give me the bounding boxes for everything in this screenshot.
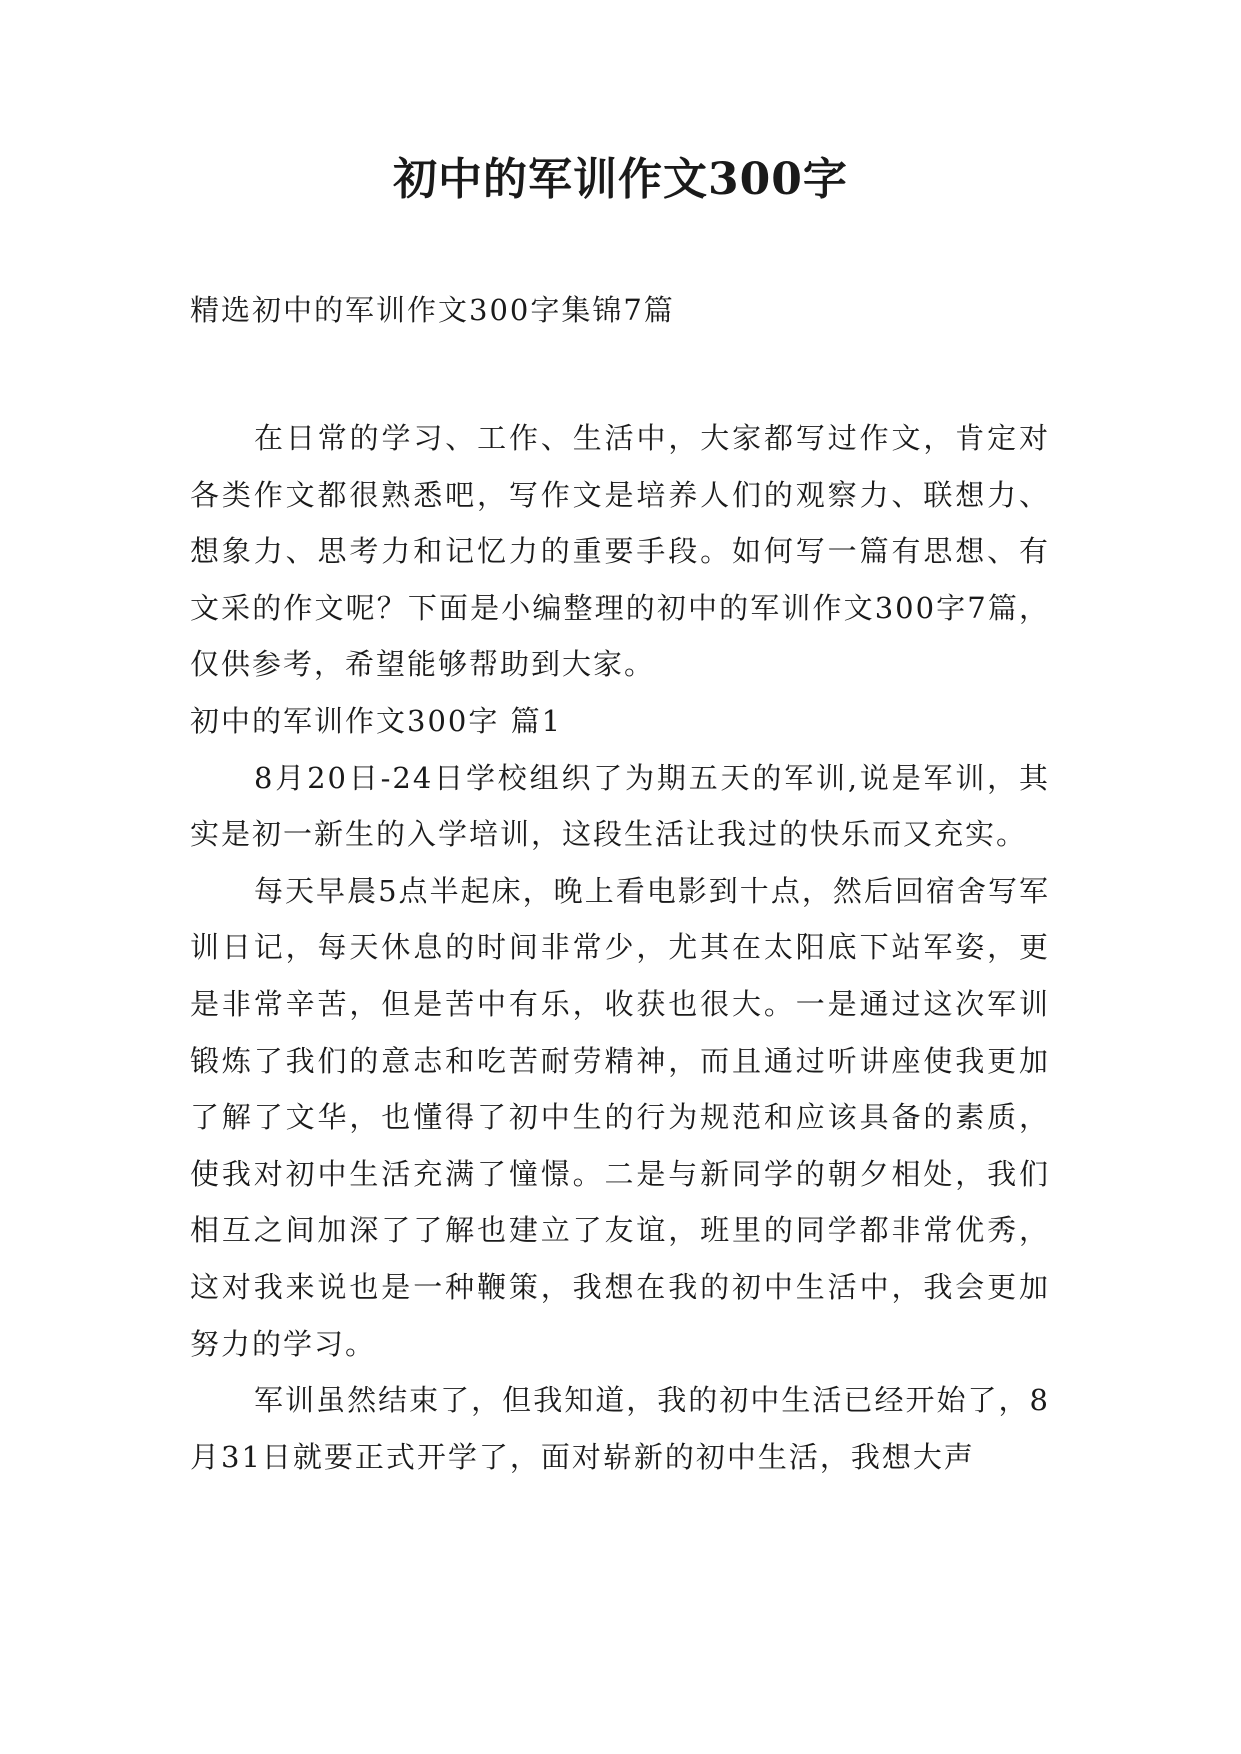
document-title: 初中的军训作文300字	[393, 154, 848, 205]
body-paragraph: 军训虽然结束了，但我知道，我的初中生活已经开始了，8月31日就要正式开学了，面对崭新的初中生活，我想大声	[190, 1383, 1050, 1474]
body-paragraph: 每天早晨5点半起床，晚上看电影到十点，然后回宿舍写军训日记，每天休息的时间非常少，尤其在太阳底下站军姿，更是非常辛苦，但是苦中有乐，收获也很大。一是通过这次军训锻炼了我们的意志和吃苦耐劳精神，而且通过听讲座使我更加了解了文华，也懂得了初中生的行为规范和应该具备的素质，使我对初中生活充满了憧憬。二是与新同学的朝夕相处，我们相互之间加深了了解也建立了友谊，班里的同学都非常优秀，这对我来说也是一种鞭策，我想在我的初中生活中，我会更加努力的学习。	[190, 873, 1050, 1361]
body-paragraph: 8月20日-24日学校组织了为期五天的军训,说是军训，其实是初一新生的入学培训，这段生活让我过的快乐而又充实。	[190, 760, 1050, 852]
document-body	[190, 410, 1050, 1485]
intro-paragraph: 在日常的学习、工作、生活中，大家都写过作文，肯定对各类作文都很熟悉吧，写作文是培养人们的观察力、联想力、想象力、思考力和记忆力的重要手段。如何写一篇有思想、有文采的作文呢？下面是小编整理的初中的军训作文300字7篇，仅供参考，希望能够帮助到大家。	[190, 421, 1050, 682]
document-subtitle: 精选初中的军训作文300字集锦7篇	[190, 293, 675, 327]
section-heading: 初中的军训作文300字 篇1	[190, 703, 563, 738]
